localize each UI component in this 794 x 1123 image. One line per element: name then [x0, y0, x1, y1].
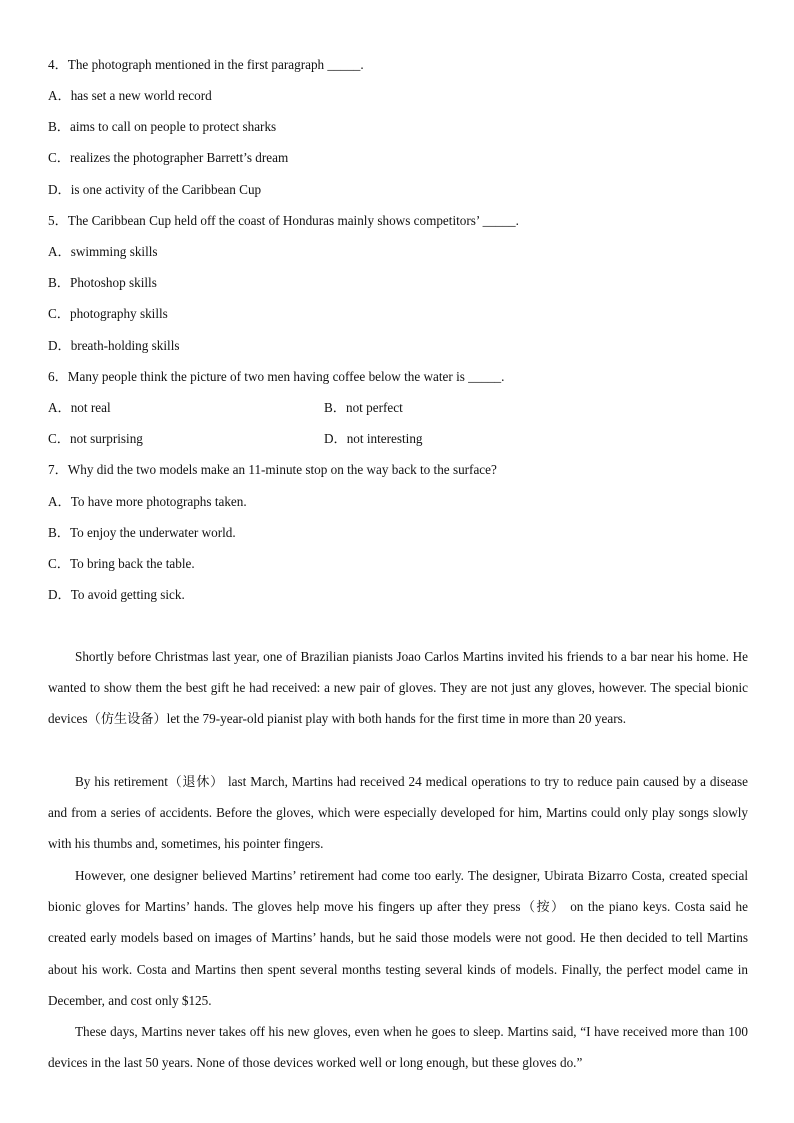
- question-5-option-b: B．Photoshop skills: [48, 275, 157, 290]
- question-4-option-a: A．has set a new world record: [48, 88, 212, 103]
- question-6-option-a: A．not real: [48, 400, 111, 415]
- question-7-stem: 7．Why did the two models make an 11-minute stop on the way back to the surface?: [48, 462, 497, 477]
- question-5-option-a: A．swimming skills: [48, 244, 158, 259]
- question-6-option-b: B．not perfect: [324, 400, 403, 415]
- question-4-option-c: C．realizes the photographer Barrett’s dream: [48, 150, 289, 165]
- passage-paragraph-3: However, one designer believed Martins’ retirement had come too early. The designer, Ubirata Bizarro Costa, created special bionic gloves for Martins’ hands. The gloves help move his fingers up after they press（按） on the piano keys. Costa said he created early models based on images of Martins’ hands, but he said those models were not good. He then decided to tell Martins about his work. Costa and Martins then spent several months testing several kinds of models. Finally, the perfect model came in December, and cost only $125.: [48, 868, 748, 1008]
- question-6-stem: 6．Many people think the picture of two men having coffee below the water is _____.: [48, 369, 505, 384]
- passage-paragraph-2: By his retirement（退休） last March, Martins had received 24 medical operations to try to reduce pain caused by a disease and from a series of accidents. Before the gloves, which were especially developed for him, Martins could only play songs slowly with his thumbs and, sometimes, his pointer fingers.: [48, 774, 748, 852]
- passage-paragraph-1: Shortly before Christmas last year, one of Brazilian pianists Joao Carlos Martins invited his friends to a bar near his home. He wanted to show them the best gift he had received: a new pair of gloves. They are not just any gloves, however. The special bionic devices（仿生设备）let the 79-year-old pianist play with both hands for the first time in more than 20 years.: [48, 649, 748, 727]
- question-7-option-d: D．To avoid getting sick.: [48, 587, 185, 602]
- question-5-stem: 5．The Caribbean Cup held off the coast of Honduras mainly shows competitors’ _____.: [48, 213, 519, 228]
- passage-paragraph-4: These days, Martins never takes off his new gloves, even when he goes to sleep. Martins said, “I have received more than 100 devices in the last 50 years. None of those devices worked well or long enough, but these gloves do.”: [48, 1024, 748, 1071]
- question-7-option-b: B．To enjoy the underwater world.: [48, 525, 236, 540]
- question-7-option-c: C．To bring back the table.: [48, 556, 195, 571]
- question-4-option-b: B．aims to call on people to protect sharks: [48, 119, 277, 134]
- question-6-option-c: C．not surprising: [48, 431, 143, 446]
- question-6-option-d: D．not interesting: [324, 431, 423, 446]
- question-4-stem: 4．The photograph mentioned in the first paragraph _____.: [48, 57, 364, 72]
- question-7-option-a: A．To have more photographs taken.: [48, 494, 247, 509]
- question-5-option-d: D．breath-holding skills: [48, 338, 180, 353]
- question-4-option-d: D．is one activity of the Caribbean Cup: [48, 182, 262, 197]
- question-5-option-c: C．photography skills: [48, 306, 168, 321]
